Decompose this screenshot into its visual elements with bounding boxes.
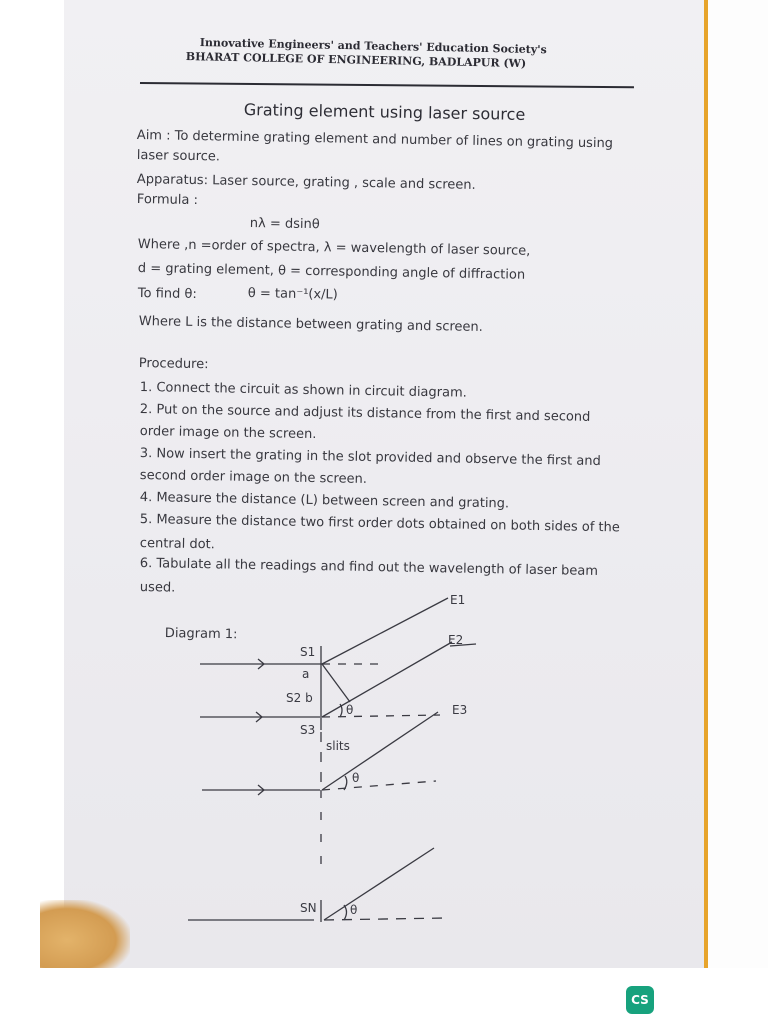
formula-where-3: Where L is the distance between grating and screen. [138,314,483,336]
procedure-step: 4. Measure the distance (L) between screen and grating. [139,490,510,512]
procedure-step: used. [139,580,176,596]
label-s1: S1 [300,645,316,659]
procedure-step: 6. Tabulate all the readings and find out the wavelength of laser beam [139,556,599,579]
label-slits: slits [326,739,350,753]
formula-where-2: d = grating element, θ = corresponding angle of diffraction [137,261,526,283]
diffracted-ray-n [324,848,434,920]
dashed-ref-2 [322,781,436,790]
aim-line-2: laser source. [136,148,221,165]
formula-label: Formula : [136,192,199,209]
label-theta-1: θ [346,703,354,717]
label-a: a [302,667,310,681]
procedure-step: 1. Connect the circuit as shown in circuit diagram. [139,380,467,401]
procedure-heading: Procedure: [138,356,209,373]
background-right [704,0,768,968]
background-left [0,0,64,968]
procedure-step: 2. Put on the source and adjust its distance from the first and second [139,402,591,425]
formula-equation: nλ = dsinθ [249,216,320,233]
grating-diagram [64,580,704,940]
formula-where-1: Where ,n =order of spectra, λ = wavelength of laser source, [137,237,531,259]
procedure-step: order image on the screen. [139,424,317,443]
camscanner-logo-icon: CS [626,986,654,1014]
diagram-label: Diagram 1: [164,626,238,643]
label-e3: E3 [452,703,468,717]
table-edge [704,0,708,968]
dashed-ref-n [324,918,446,920]
apparatus-text: Apparatus: Laser source, grating , scale and screen. [136,172,476,193]
label-theta-n: θ [350,903,358,917]
procedure-step: 3. Now insert the grating in the slot provided and observe the first and [139,446,601,470]
label-sn: SN [300,901,317,915]
page-title: Grating element using laser source [243,100,526,124]
procedure-step: 5. Measure the distance two first order dots obtained on both sides of the [139,512,620,536]
find-theta-label: To find θ: [137,286,197,303]
label-s3: S3 [300,723,316,737]
label-e2: E2 [448,633,464,647]
procedure-step: central dot. [139,536,215,553]
diffracted-ray-1 [322,598,448,664]
society-name: Innovative Engineers' and Teachers' Education Society's [199,36,547,57]
path-diff-line [322,664,350,702]
aim-line-1: Aim : To determine grating element and number of lines on grating using [136,128,614,152]
label-e1: E1 [450,593,466,607]
procedure-step: second order image on the screen. [139,468,368,487]
find-theta-equation: θ = tan⁻¹(x/L) [247,286,338,303]
label-theta-2: θ [352,771,360,785]
college-name: BHARAT COLLEGE OF ENGINEERING, BADLAPUR (W) [185,50,527,71]
label-s2b: S2 b [286,691,313,705]
